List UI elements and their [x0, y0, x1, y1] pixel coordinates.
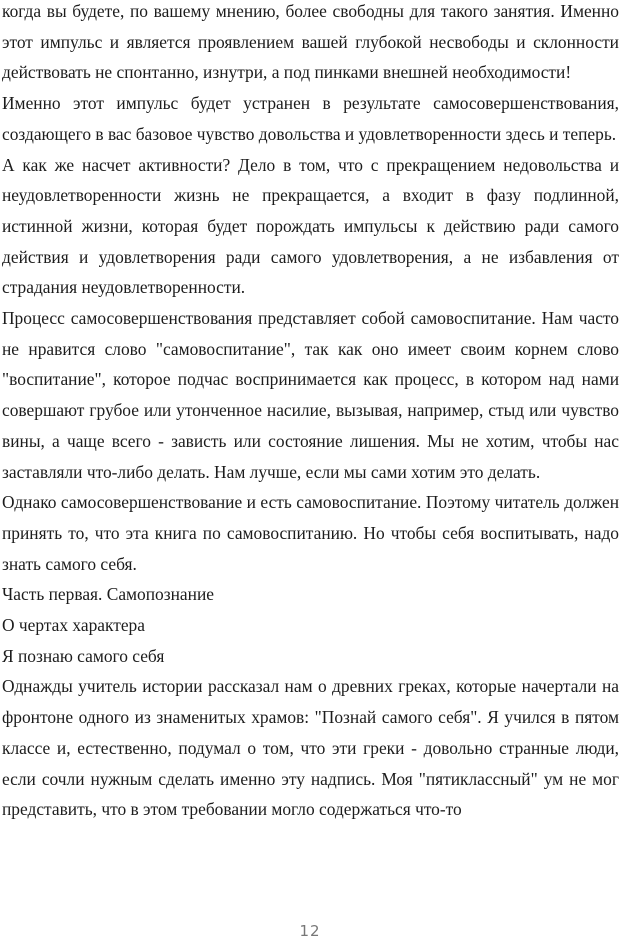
paragraph-5: Однако самосовершенствование и есть самовоспитание. Поэтому читатель должен принять то, что эта книга по самовоспитанию. Но чтобы себя воспитывать, надо знать самого себя. [2, 492, 619, 574]
body-text [2, 0, 619, 825]
paragraph-3: А как же насчет активности? Дело в том, что с прекращением недовольства и неудовлетворенности жизнь не прекращается, а входит в фазу подлинной, истинной жизни, которая будет порождать импульсы к действию ради самого действия и удовлетворения ради самого удовлетворения, а не избавления от страдания неудовлетворенности. [2, 154, 619, 298]
paragraph-1: когда вы будете, по вашему мнению, более свободны для такого занятия. Именно этот импульс и является проявлением вашей глубокой несвободы и склонности действовать не спонтанно, изнутри, а под пинками внешней необходимости! [2, 1, 619, 83]
subsection-heading: Я познаю самого себя [2, 645, 165, 666]
paragraph-4: Процесс самосовершенствования представляет собой самовоспитание. Нам часто не нравится слово "самовоспитание", так как оно имеет своим корнем слово "воспитание", которое подчас воспринимается как процесс, в котором над нами совершают грубое или утонченное насилие, вызывая, например, стыд или чувство вины, а чаще всего - зависть или состояние лишения. Мы не хотим, чтобы нас заставляли что-либо делать. Нам лучше, если мы сами хотим это делать. [2, 308, 619, 482]
section-heading: О чертах характера [2, 615, 145, 636]
paragraph-6: Однажды учитель истории рассказал нам о древних греках, которые начертали на фронтоне одного из знаменитых храмов: "Познай самого себя". Я учился в пятом классе и, естественно, подумал о том, что эти греки - довольно странные люди, если сочли нужным сделать именно эту надпись. Моя "пятиклассный" ум не мог представить, что в этом требовании могло содержаться что-то [2, 676, 619, 820]
page-number: 12 [299, 922, 321, 940]
paragraph-2: Именно этот импульс будет устранен в результате самосовершенствования, создающего в вас базовое чувство довольства и удовлетворенности здесь и теперь. [2, 93, 619, 144]
part-heading: Часть первая. Самопознание [2, 584, 214, 605]
